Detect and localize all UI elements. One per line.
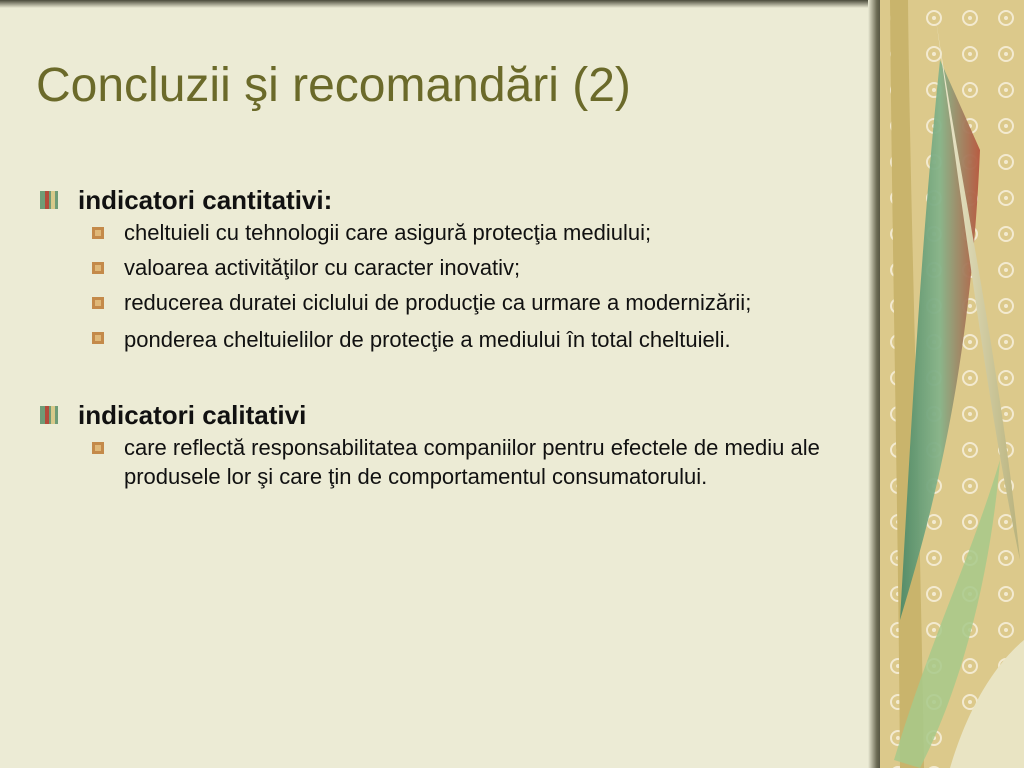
slide-title: Concluzii şi recomandări (2): [36, 59, 631, 112]
square-bullet-icon: [40, 406, 58, 424]
bullet-list: [40, 182, 840, 491]
small-square-bullet-icon: [92, 227, 104, 239]
list-item: cheltuieli cu tehnologii care asigură protecţia mediului;: [86, 218, 840, 247]
list-item: reducerea duratei ciclului de producţie ca urmare a modernizării;: [86, 288, 840, 317]
small-square-bullet-icon: [92, 297, 104, 309]
panel-shadow: [0, 0, 880, 8]
list-item: valoarea activităţilor cu caracter inovativ;: [86, 253, 840, 282]
list-item: ponderea cheltuielilor de protecţie a mediului în total cheltuieli.: [86, 323, 840, 357]
small-square-bullet-icon: [92, 332, 104, 344]
small-square-bullet-icon: [92, 442, 104, 454]
section-heading-qualitative: indicatori calitativi: [40, 397, 840, 433]
small-square-bullet-icon: [92, 262, 104, 274]
list-item: care reflectă responsabilitatea companiilor pentru efectele de mediu ale produsele lor şi care ţin de comportamentul consumatorului.: [86, 433, 840, 491]
square-bullet-icon: [40, 191, 58, 209]
decorative-border: [880, 0, 1024, 768]
section-heading-quantitative: indicatori cantitativi:: [40, 182, 840, 218]
